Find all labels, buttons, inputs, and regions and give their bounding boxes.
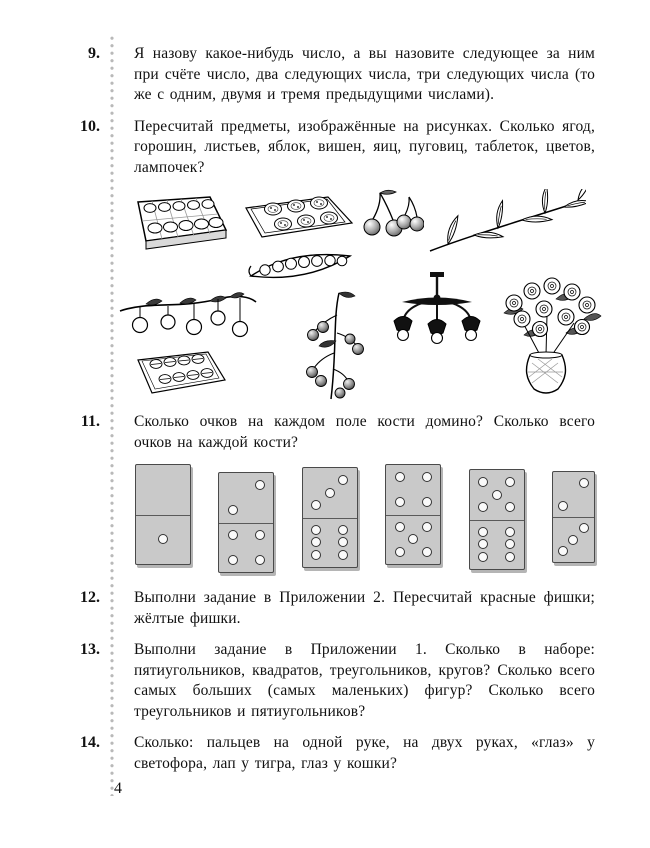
domino-pip [579,478,589,488]
domino-bottom-half [219,523,273,573]
domino-pip [158,534,168,544]
exercise-text: Я назову какое-нибудь число, а вы назовите следующее за ним при счёте число, два следующих числа, три следующих числа (то же с одним, двумя и тремя предыдущими числами). [134,45,595,103]
domino-pip [478,527,488,537]
exercise-number: 9. [88,45,100,62]
domino-pip [338,475,348,485]
domino-pip [228,555,238,565]
domino-top-half [470,470,524,521]
dominoes-row [135,464,595,576]
exercise-text: Сколько очков на каждом поле кости домино? Сколько всего очков на каждой кости? [134,413,595,451]
domino-pip [255,480,265,490]
domino-pip [311,500,321,510]
domino [302,467,358,568]
domino-top-half [553,472,594,518]
domino-pip [228,505,238,515]
exercise-text: Сколько: пальцев на одной руке, на двух руках, «глаз» у светофора, лап у тигра, глаз у кошки? [134,734,595,772]
domino-top-half [386,465,440,516]
domino-pip [311,537,321,547]
domino-bottom-half [136,515,190,565]
domino-pip [505,527,515,537]
exercise-number: 14. [80,734,100,751]
domino-pip [422,497,432,507]
pill-blister-illustration [130,349,232,403]
domino-pip [255,555,265,565]
exercise-number: 10. [80,117,100,135]
counting-illustrations [0,189,650,404]
domino-pip [558,501,568,511]
domino-pip [505,477,515,487]
domino-pip [338,550,348,560]
domino-pip [338,525,348,535]
domino-top-half [136,465,190,516]
domino-pip [395,497,405,507]
page-number: 4 [114,780,122,797]
chandelier-illustration [386,271,488,353]
flower-vase-illustration [492,275,602,403]
domino-pip [338,537,348,547]
domino [552,471,595,563]
exercise-number: 11. [80,413,100,430]
domino-pip [228,530,238,540]
domino-pip [478,477,488,487]
domino-pip [395,472,405,482]
exercise-text: Пересчитай предметы, изображённые на рисунках. Сколько ягод, горошин, листьев, яблок, вишен, яиц, пуговиц, таблеток, цветов, лампочек? [134,117,595,176]
cherries-illustration [360,189,424,259]
exercise-text: Выполни задание в Приложении 1. Сколько в наборе: пятиугольников, квадратов, треугольников, кругов? Сколько всего самых больших (самых маленьких) фигур? Сколько всего треугольников и пятиугольников? [134,641,595,720]
domino [218,472,274,573]
pea-pod-illustration [246,247,356,287]
exercise-14 [0,733,650,774]
domino-pip [325,488,335,498]
domino [385,464,441,565]
domino-pip [478,539,488,549]
domino-bottom-half [553,517,594,562]
leaf-branch-illustration [426,189,586,269]
domino-pip [505,552,515,562]
domino-pip [422,547,432,557]
domino-pip [408,534,418,544]
exercise-number: 13. [80,641,100,658]
apple-branch-illustration [118,277,258,347]
domino-pip [579,523,589,533]
domino-pip [568,535,578,545]
domino-pip [422,522,432,532]
domino-bottom-half [303,518,357,568]
berry-twig-illustration [292,289,382,403]
exercise-10 [0,117,650,179]
domino [135,464,191,565]
page-content [0,44,650,785]
domino-pip [492,490,502,500]
exercise-9 [0,44,650,106]
domino [469,469,525,570]
button-plate-illustration [240,192,357,252]
domino-pip [558,546,568,556]
domino-bottom-half [470,520,524,570]
domino-pip [311,525,321,535]
domino-pip [395,547,405,557]
domino-pip [311,550,321,560]
domino-pip [478,552,488,562]
domino-pip [505,539,515,549]
egg-tray-illustration [126,194,233,258]
exercise-11 [0,412,650,453]
domino-top-half [219,473,273,524]
exercise-13 [0,640,650,722]
exercise-text: Выполни задание в Приложении 2. Пересчитай красные фишки; жёлтые фишки. [134,589,595,627]
domino-top-half [303,468,357,519]
domino-bottom-half [386,515,440,565]
domino-pip [255,530,265,540]
exercise-number: 12. [80,589,100,606]
domino-pip [395,522,405,532]
exercise-12 [0,588,650,629]
domino-pip [422,472,432,482]
domino-pip [505,502,515,512]
domino-pip [478,502,488,512]
